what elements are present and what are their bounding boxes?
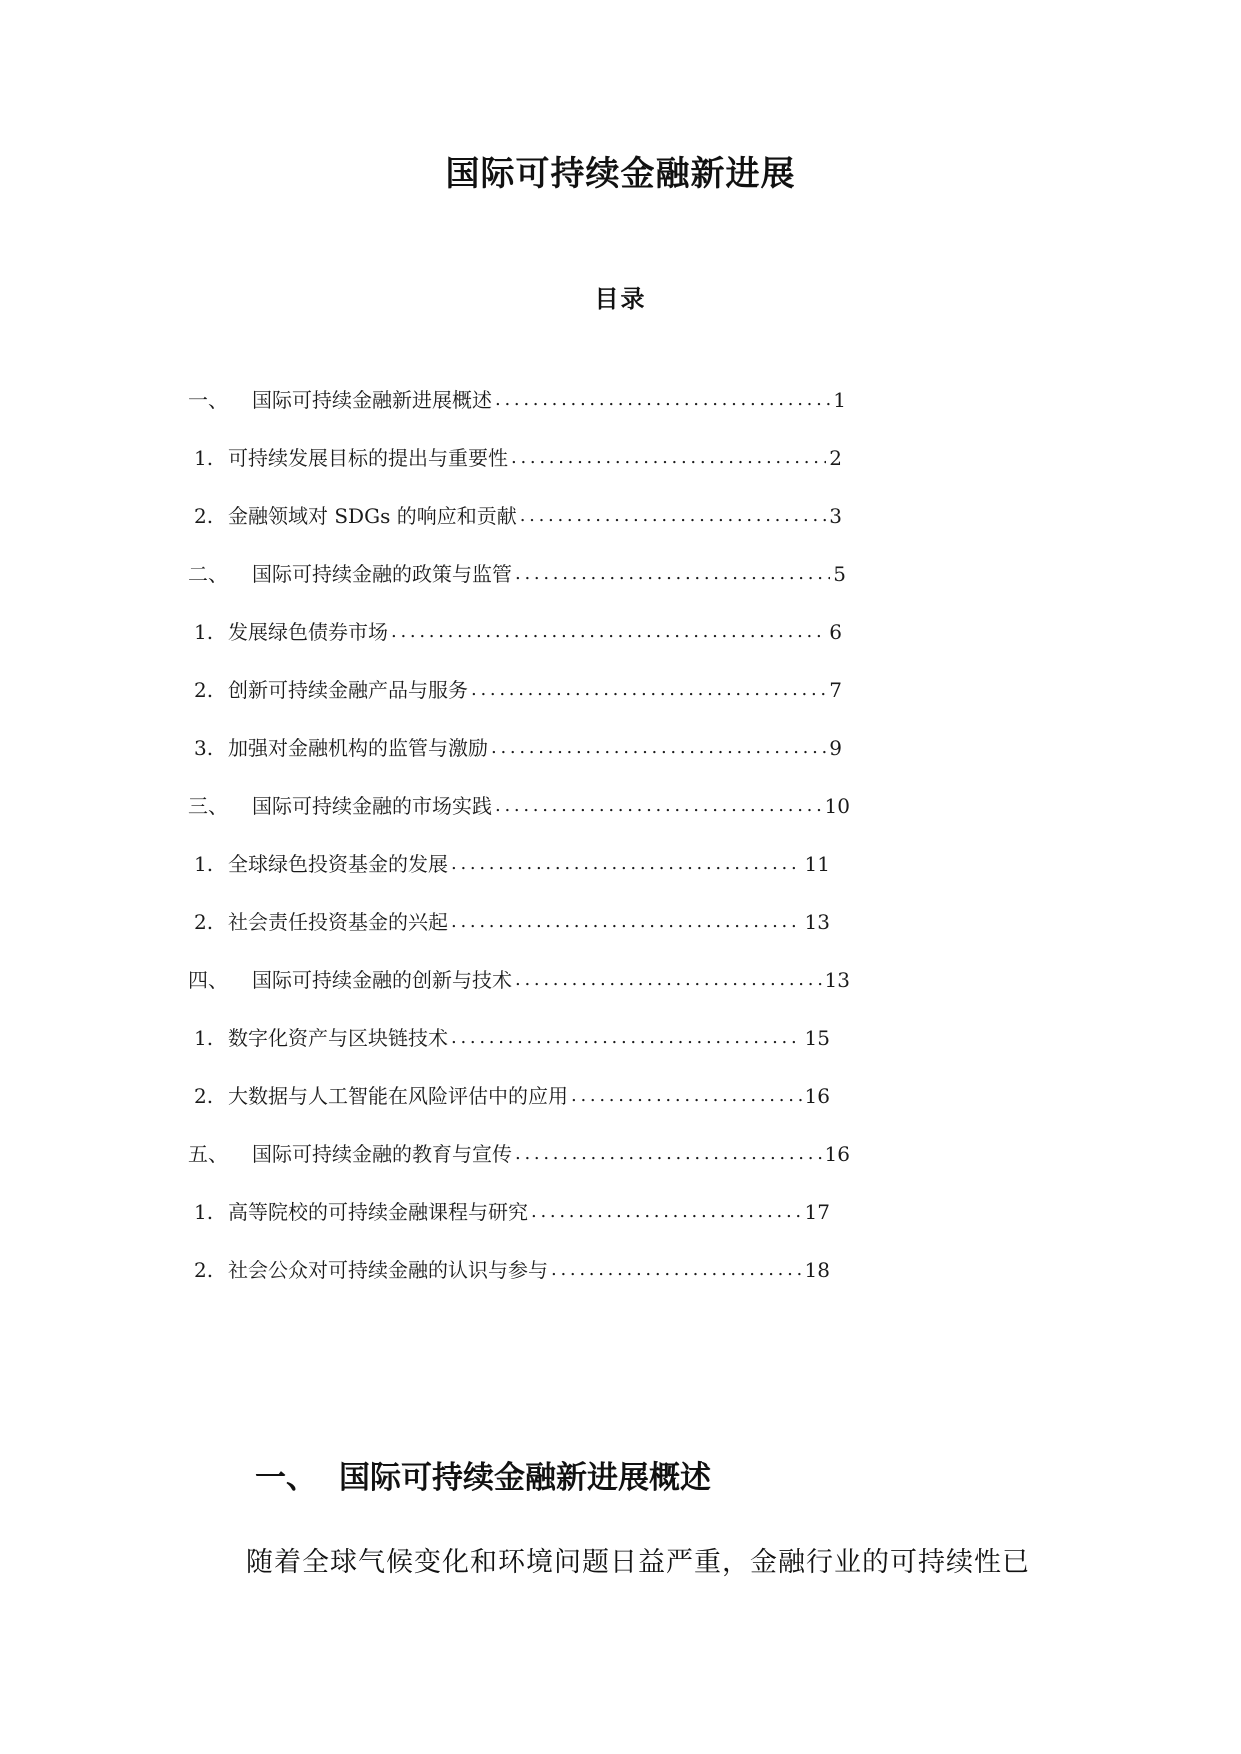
toc-leader-dots: [491, 728, 826, 766]
toc-entry-label: 数字化资产与区块链技术: [228, 1026, 448, 1050]
toc-entry[interactable]: [188, 1136, 850, 1172]
toc-entry-page-number: 16: [804, 1084, 830, 1108]
toc-entry-number: 1.: [194, 1026, 214, 1050]
toc-entry-label: 社会责任投资基金的兴起: [228, 910, 448, 934]
toc-entry-label: 创新可持续金融产品与服务: [228, 678, 468, 702]
toc-entry-number: 2.: [194, 1084, 214, 1108]
toc-leader-dots: [571, 1076, 802, 1114]
toc-leader-dots: [495, 786, 822, 824]
toc-entry[interactable]: [190, 614, 842, 650]
toc-entry-number: 1.: [194, 620, 214, 644]
toc-leader-dots: [495, 380, 830, 418]
toc-entry[interactable]: [190, 440, 842, 476]
toc-leader-dots: [515, 960, 822, 998]
toc-entry-number: 2.: [194, 504, 214, 528]
body-paragraph: 随着全球气候变化和环境问题日益严重，金融行业的可持续性已: [246, 1547, 1030, 1578]
toc-leader-dots: [451, 844, 802, 882]
toc-entry[interactable]: [188, 382, 846, 418]
toc-entry-page-number: 13: [804, 910, 830, 934]
toc-entry-page-number: 13: [824, 968, 850, 992]
toc-entry-number: 2.: [194, 910, 214, 934]
toc-leader-dots: [551, 1250, 802, 1288]
toc-entry-label: 可持续发展目标的提出与重要性: [228, 446, 508, 470]
toc-entry-number: 五、: [188, 1142, 228, 1166]
toc-entry-label: 金融领域对 SDGs 的响应和贡献: [228, 504, 517, 528]
toc-entry-label: 国际可持续金融的市场实践: [252, 794, 492, 818]
toc-entry-number: 二、: [188, 562, 228, 586]
toc-entry[interactable]: [190, 498, 842, 534]
toc-entry-label: 社会公众对可持续金融的认识与参与: [228, 1258, 548, 1282]
toc-heading: 目录: [594, 284, 647, 313]
toc-entry-number: 1.: [194, 1200, 214, 1224]
toc-entry[interactable]: [188, 556, 846, 592]
toc-entry[interactable]: [190, 1020, 830, 1056]
toc-entry-label: 加强对金融机构的监管与激励: [228, 736, 488, 760]
toc-entry-number: 1.: [194, 446, 214, 470]
toc-leader-dots: [531, 1192, 802, 1230]
toc-entry-label: 全球绿色投资基金的发展: [228, 852, 448, 876]
toc-entry-page-number: 16: [824, 1142, 850, 1166]
toc-leader-dots: [520, 496, 827, 534]
toc-entry-page-number: 2: [829, 446, 842, 470]
toc-entry-number: 1.: [194, 852, 214, 876]
toc-entry-label: 国际可持续金融的教育与宣传: [252, 1142, 512, 1166]
toc-entry-page-number: 9: [829, 736, 842, 760]
section-title: 国际可持续金融新进展概述: [339, 1460, 711, 1496]
toc-entry[interactable]: [190, 1252, 830, 1288]
toc-entry-number: 四、: [188, 968, 228, 992]
section-heading: [255, 1456, 711, 1500]
toc-entry[interactable]: [188, 788, 850, 824]
toc-entry-page-number: 6: [829, 620, 842, 644]
toc-entry[interactable]: [190, 904, 830, 940]
toc-entry-label: 国际可持续金融的创新与技术: [252, 968, 512, 992]
toc-entry[interactable]: [190, 846, 830, 882]
toc-leader-dots: [511, 438, 826, 476]
toc-leader-dots: [515, 554, 830, 592]
toc-entry-label: 国际可持续金融的政策与监管: [252, 562, 512, 586]
toc-entry-page-number: 1: [833, 388, 846, 412]
toc-entry[interactable]: [188, 962, 850, 998]
toc-entry-number: 三、: [188, 794, 228, 818]
toc-leader-dots: [451, 902, 802, 940]
toc-leader-dots: [451, 1018, 802, 1056]
toc-leader-dots: [515, 1134, 822, 1172]
toc-entry[interactable]: [190, 730, 842, 766]
toc-entry-number: 2.: [194, 678, 214, 702]
toc-entry-page-number: 15: [804, 1026, 830, 1050]
toc-entry[interactable]: [190, 672, 842, 708]
toc-leader-dots: [471, 670, 826, 708]
toc-entry-label: 大数据与人工智能在风险评估中的应用: [228, 1084, 568, 1108]
toc-entry-page-number: 18: [804, 1258, 830, 1282]
toc-entry-number: 一、: [188, 388, 228, 412]
toc-entry-label: 国际可持续金融新进展概述: [252, 388, 492, 412]
toc-entry[interactable]: [190, 1078, 830, 1114]
toc-entry-page-number: 11: [804, 852, 830, 876]
toc-entry-page-number: 5: [833, 562, 846, 586]
toc-entry-page-number: 3: [829, 504, 842, 528]
toc-entry-page-number: 17: [804, 1200, 830, 1224]
toc-entry-page-number: 7: [829, 678, 842, 702]
toc-entry[interactable]: [190, 1194, 830, 1230]
toc-leader-dots: [391, 612, 826, 650]
document-title: 国际可持续金融新进展: [445, 154, 796, 194]
toc-entry-number: 3.: [194, 736, 214, 760]
toc-entry-number: 2.: [194, 1258, 214, 1282]
section-number: 一、: [255, 1460, 317, 1496]
toc-entry-label: 高等院校的可持续金融课程与研究: [228, 1200, 528, 1224]
toc-entry-page-number: 10: [824, 794, 850, 818]
toc-entry-label: 发展绿色债券市场: [228, 620, 388, 644]
